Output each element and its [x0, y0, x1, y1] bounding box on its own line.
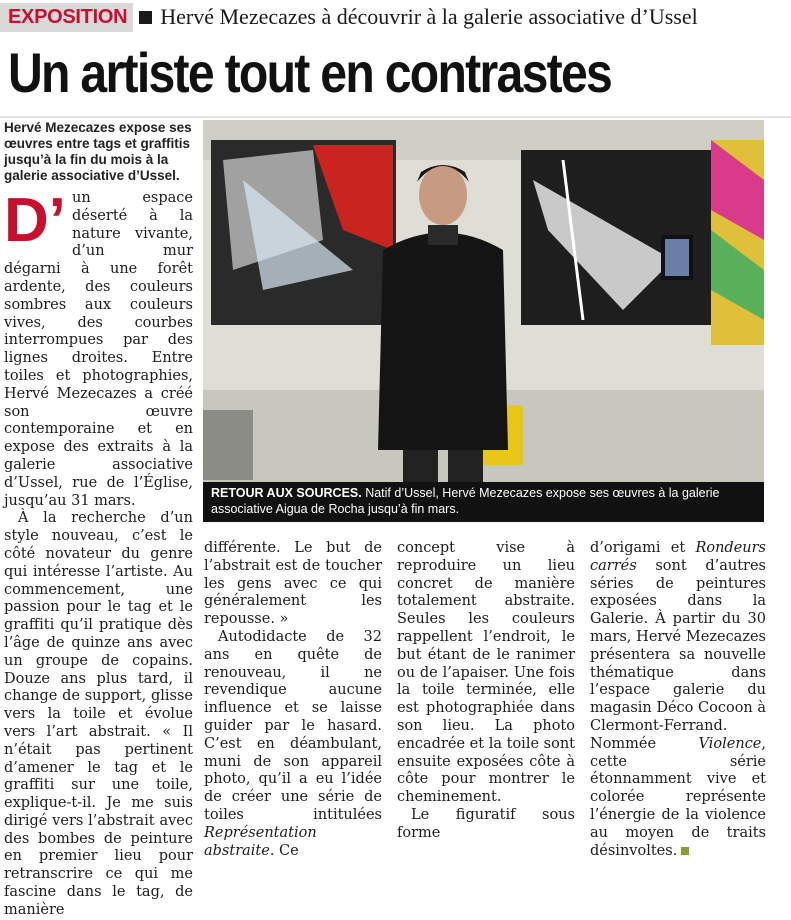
series-title: Rondeurs carrés	[590, 540, 766, 574]
paragraph-text: un espace déserté à la nature vivante, d’un mur dégarni à une forêt ardente, des couleurs sombres aux couleurs vives, des courbes interrompues par des lignes droites. Entre toiles et photographies, Hervé Mezecazes a créé son œuvre contemporaine et en expose des extraits à la galerie associative d’Ussel, rue de l’Église, jusqu’au 31 mars.	[4, 190, 193, 509]
caption-lead: RETOUR AUX SOURCES.	[211, 486, 362, 500]
text-column-4	[590, 540, 766, 860]
photo-caption	[203, 482, 764, 522]
paragraph: À la recherche d’un style nouveau, c’est le côté novateur du genre qui intéresse l’artiste. Au commencement, une passion pour le tag et le graffiti qu’il pratique dès l’âge de quinze ans avec un groupe de copains. Douze ans plus tard, il change de support, glisse vers la toile et évolue vers l’art abstrait. « Il n’était pas pertinent d’amener le tag et le graffiti sur une toile, explique-t-il. Je me suis dirigé vers l’abstrait avec des bombes de peinture en premier lieu pour retranscrire ce qui me fascine dans le tag, de manière	[4, 510, 193, 918]
end-mark-icon	[681, 847, 689, 855]
paragraph-text: , cette série étonnamment vive et colorée représente l’énergie de la violence au moyen de traits désinvoltes.	[590, 735, 766, 859]
gallery-photo-image	[203, 120, 764, 482]
series-title: Représentation abstraite	[204, 824, 317, 859]
paragraph-text: d’origami et	[590, 540, 696, 556]
text-column-2	[204, 540, 382, 860]
paragraph	[204, 629, 382, 860]
article-lead: Hervé Mezecazes expose ses œuvres entre tags et graffitis jusqu’à la fin du mois à la galerie associative d’Ussel.	[4, 120, 192, 183]
text-column-3	[397, 540, 575, 843]
paragraph	[4, 186, 193, 510]
paragraph: concept vise à reproduire un lieu concret de manière totalement abstraite. Seules les couleurs rappellent l’endroit, le but étant de le ranimer ou de l’apaiser. Une fois la toile terminée, elle est photographiée dans son lieu. La photo encadrée et la toile sont ensuite exposées côte à côte pour montrer le cheminement.	[397, 540, 575, 806]
separator-square-icon	[139, 11, 152, 24]
paragraph-text: sont d’autres séries de peintures exposées dans la Galerie. À partir du 30 mars, Hervé Mezecazes présentera sa nouvelle thématique dans l’espace galerie du magasin Déco Cocoon à Clermont-Ferrand. Nommée	[590, 557, 767, 752]
headline: Un artiste tout en contrastes	[8, 41, 612, 104]
caption-text: Natif d’Ussel, Hervé Mezecazes expose ses œuvres à la galerie associative Aigua de Rocha jusqu’à fin mars.	[211, 486, 720, 516]
paragraph: différente. Le but de l’abstrait est de toucher les gens avec ce qui généralement les repousse. »	[204, 540, 382, 628]
article-subject: Hervé Mezecazes à découvrir à la galerie associative d’Ussel	[160, 4, 698, 29]
series-title: Violence	[698, 735, 762, 752]
paragraph: Le figuratif sous forme	[397, 806, 575, 841]
paragraph	[590, 540, 766, 860]
drop-cap: D’	[4, 186, 66, 255]
divider	[0, 116, 791, 118]
article-kicker	[0, 0, 791, 34]
paragraph-text: Autodidacte de 32 ans en quête de renouveau, il ne revendique aucune influence et se laisse guider par le hasard. C’est en déambulant, muni de son appareil photo, qu’il a eu l’idée de créer une série de toiles intitulées	[204, 628, 382, 823]
text-column-1	[4, 186, 193, 920]
paragraph-text: . Ce	[269, 842, 299, 859]
category-label: EXPOSITION	[0, 3, 133, 32]
article-photo	[203, 120, 764, 482]
